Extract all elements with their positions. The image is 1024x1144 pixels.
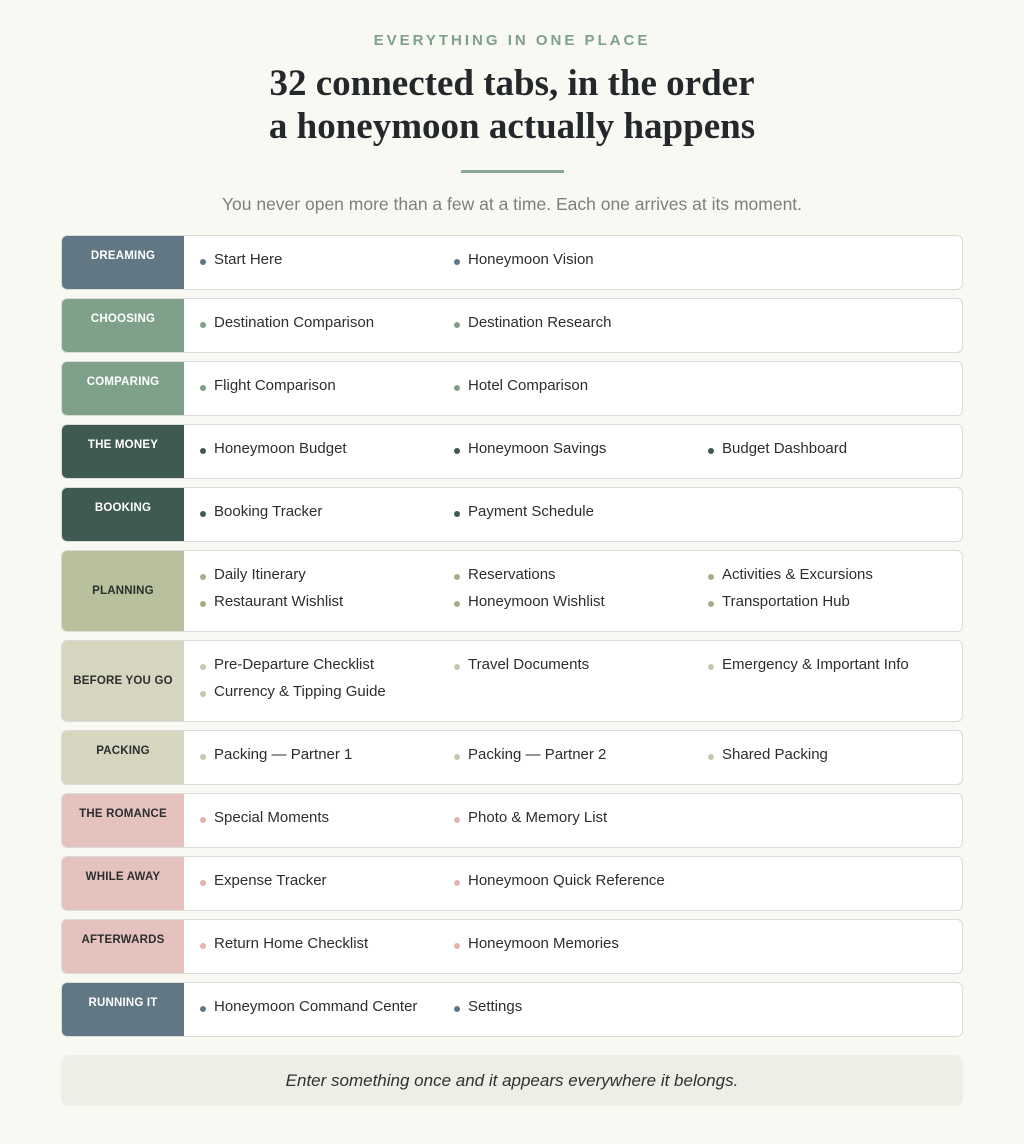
page-subtitle: You never open more than a few at a time. Each one arrives at its moment. [221, 194, 803, 214]
tab-item-label: Honeymoon Savings [468, 440, 607, 457]
stage-tab-list [184, 488, 962, 541]
tab-item [454, 561, 708, 588]
bullet-dot-icon [200, 691, 206, 697]
bullet-dot-icon [708, 448, 714, 454]
bullet-dot-icon [454, 664, 460, 670]
page-title-line-1: 32 connected tabs, in the order [269, 63, 755, 104]
bullet-dot-icon [454, 817, 460, 823]
tab-item-label: Currency & Tipping Guide [214, 683, 386, 700]
tab-item [200, 561, 454, 588]
bullet-dot-icon [454, 385, 460, 391]
stage-label: AFTERWARDS [62, 920, 184, 973]
eyebrow-label: EVERYTHING IN ONE PLACE [373, 32, 651, 49]
tab-item-label: Hotel Comparison [468, 377, 589, 394]
stage-row [61, 298, 963, 353]
stage-tab-list [184, 236, 962, 289]
stage-label: THE ROMANCE [62, 794, 184, 847]
bullet-dot-icon [454, 880, 460, 886]
stage-label: PACKING [62, 731, 184, 784]
bullet-dot-icon [454, 259, 460, 265]
stage-tab-list [184, 551, 962, 631]
bullet-dot-icon [454, 448, 460, 454]
stage-row [61, 982, 963, 1037]
bullet-dot-icon [454, 754, 460, 760]
bullet-dot-icon [200, 601, 206, 607]
stage-list [61, 235, 963, 1045]
stage-label: RUNNING IT [62, 983, 184, 1036]
tab-item [454, 372, 708, 399]
footer-text: Enter something once and it appears everywhere it belongs. [285, 1070, 739, 1090]
bullet-dot-icon [200, 943, 206, 949]
tab-item-label: Expense Tracker [214, 872, 327, 889]
tab-item-label: Booking Tracker [214, 503, 323, 520]
tab-item [200, 804, 454, 831]
tab-item-label: Pre-Departure Checklist [214, 656, 375, 673]
tab-item [454, 309, 708, 336]
tab-item-label: Honeymoon Wishlist [468, 593, 605, 610]
stage-tab-list [184, 983, 962, 1036]
tab-item-label: Emergency & Important Info [722, 656, 909, 673]
stage-row [61, 856, 963, 911]
tab-item [200, 309, 454, 336]
bullet-dot-icon [708, 664, 714, 670]
tab-item-label: Start Here [214, 251, 283, 268]
bullet-dot-icon [200, 385, 206, 391]
bullet-dot-icon [454, 511, 460, 517]
tab-item [454, 246, 708, 273]
stage-tab-list [184, 641, 962, 721]
tab-item [200, 498, 454, 525]
tab-item [200, 930, 454, 957]
tab-item-label: Destination Research [468, 314, 612, 331]
stage-row [61, 487, 963, 542]
stage-row [61, 550, 963, 632]
tab-item [200, 741, 454, 768]
stage-row [61, 793, 963, 848]
tab-item-label: Settings [468, 998, 523, 1015]
tab-item-label: Activities & Excursions [722, 566, 873, 583]
bullet-dot-icon [200, 817, 206, 823]
stage-label: COMPARING [62, 362, 184, 415]
tab-item [454, 930, 708, 957]
tab-item [200, 993, 454, 1020]
tab-item-label: Travel Documents [468, 656, 590, 673]
bullet-dot-icon [708, 601, 714, 607]
tab-item [200, 867, 454, 894]
stage-row [61, 730, 963, 785]
tab-item-label: Destination Comparison [214, 314, 375, 331]
tab-item-label: Special Moments [214, 809, 330, 826]
tab-item-label: Honeymoon Budget [214, 440, 347, 457]
stage-label: THE MONEY [62, 425, 184, 478]
tab-item [200, 651, 454, 678]
tab-item-label: Flight Comparison [214, 377, 336, 394]
tab-item [708, 435, 962, 462]
title-divider [461, 170, 564, 173]
tab-item [454, 741, 708, 768]
tab-item [200, 588, 454, 615]
tab-item-label: Honeymoon Vision [468, 251, 594, 268]
tab-item-label: Payment Schedule [468, 503, 594, 520]
bullet-dot-icon [454, 1006, 460, 1012]
stage-tab-list [184, 362, 962, 415]
tab-item-label: Restaurant Wishlist [214, 593, 344, 610]
tab-item-label: Honeymoon Memories [468, 935, 619, 952]
tab-item-label: Shared Packing [722, 746, 828, 763]
tab-item [708, 651, 962, 678]
tab-item [454, 651, 708, 678]
bullet-dot-icon [200, 664, 206, 670]
tab-item [200, 246, 454, 273]
tab-item-label: Daily Itinerary [214, 566, 306, 583]
bullet-dot-icon [200, 574, 206, 580]
stage-row [61, 361, 963, 416]
stage-row [61, 235, 963, 290]
stage-label: CHOOSING [62, 299, 184, 352]
bullet-dot-icon [454, 322, 460, 328]
stage-label: BOOKING [62, 488, 184, 541]
bullet-dot-icon [200, 259, 206, 265]
stage-label: BEFORE YOU GO [62, 641, 184, 721]
tab-item [454, 867, 708, 894]
bullet-dot-icon [200, 880, 206, 886]
stage-tab-list [184, 299, 962, 352]
tab-item [454, 435, 708, 462]
bullet-dot-icon [200, 754, 206, 760]
tab-item [200, 678, 454, 705]
tab-item-label: Budget Dashboard [722, 440, 848, 457]
tab-item [200, 435, 454, 462]
tab-item [454, 804, 708, 831]
tab-item-label: Transportation Hub [722, 593, 850, 610]
stage-row [61, 424, 963, 479]
tab-item-label: Honeymoon Command Center [214, 998, 418, 1015]
bullet-dot-icon [454, 601, 460, 607]
tab-item [454, 498, 708, 525]
stage-label: DREAMING [62, 236, 184, 289]
tab-item [454, 993, 708, 1020]
bullet-dot-icon [200, 322, 206, 328]
stage-tab-list [184, 425, 962, 478]
stage-tab-list [184, 857, 962, 910]
stage-label: PLANNING [62, 551, 184, 631]
bullet-dot-icon [454, 574, 460, 580]
tab-item-label: Honeymoon Quick Reference [468, 872, 665, 889]
tab-item [708, 561, 962, 588]
tab-item-label: Packing — Partner 1 [214, 746, 353, 763]
bullet-dot-icon [454, 943, 460, 949]
footer-note [61, 1055, 963, 1106]
tab-item-label: Photo & Memory List [468, 809, 608, 826]
stage-tab-list [184, 920, 962, 973]
tab-item [200, 372, 454, 399]
bullet-dot-icon [708, 574, 714, 580]
stage-tab-list [184, 794, 962, 847]
stage-row [61, 919, 963, 974]
bullet-dot-icon [200, 448, 206, 454]
stage-tab-list [184, 731, 962, 784]
page-title [0, 62, 1024, 148]
bullet-dot-icon [708, 754, 714, 760]
tab-item [708, 741, 962, 768]
tab-item [454, 588, 708, 615]
stage-label: WHILE AWAY [62, 857, 184, 910]
page-title-line-2: a honeymoon actually happens [268, 106, 756, 147]
tab-item-label: Packing — Partner 2 [468, 746, 607, 763]
stage-row [61, 640, 963, 722]
bullet-dot-icon [200, 1006, 206, 1012]
tab-item [708, 588, 962, 615]
tab-item-label: Return Home Checklist [214, 935, 369, 952]
tab-item-label: Reservations [468, 566, 556, 583]
bullet-dot-icon [200, 511, 206, 517]
